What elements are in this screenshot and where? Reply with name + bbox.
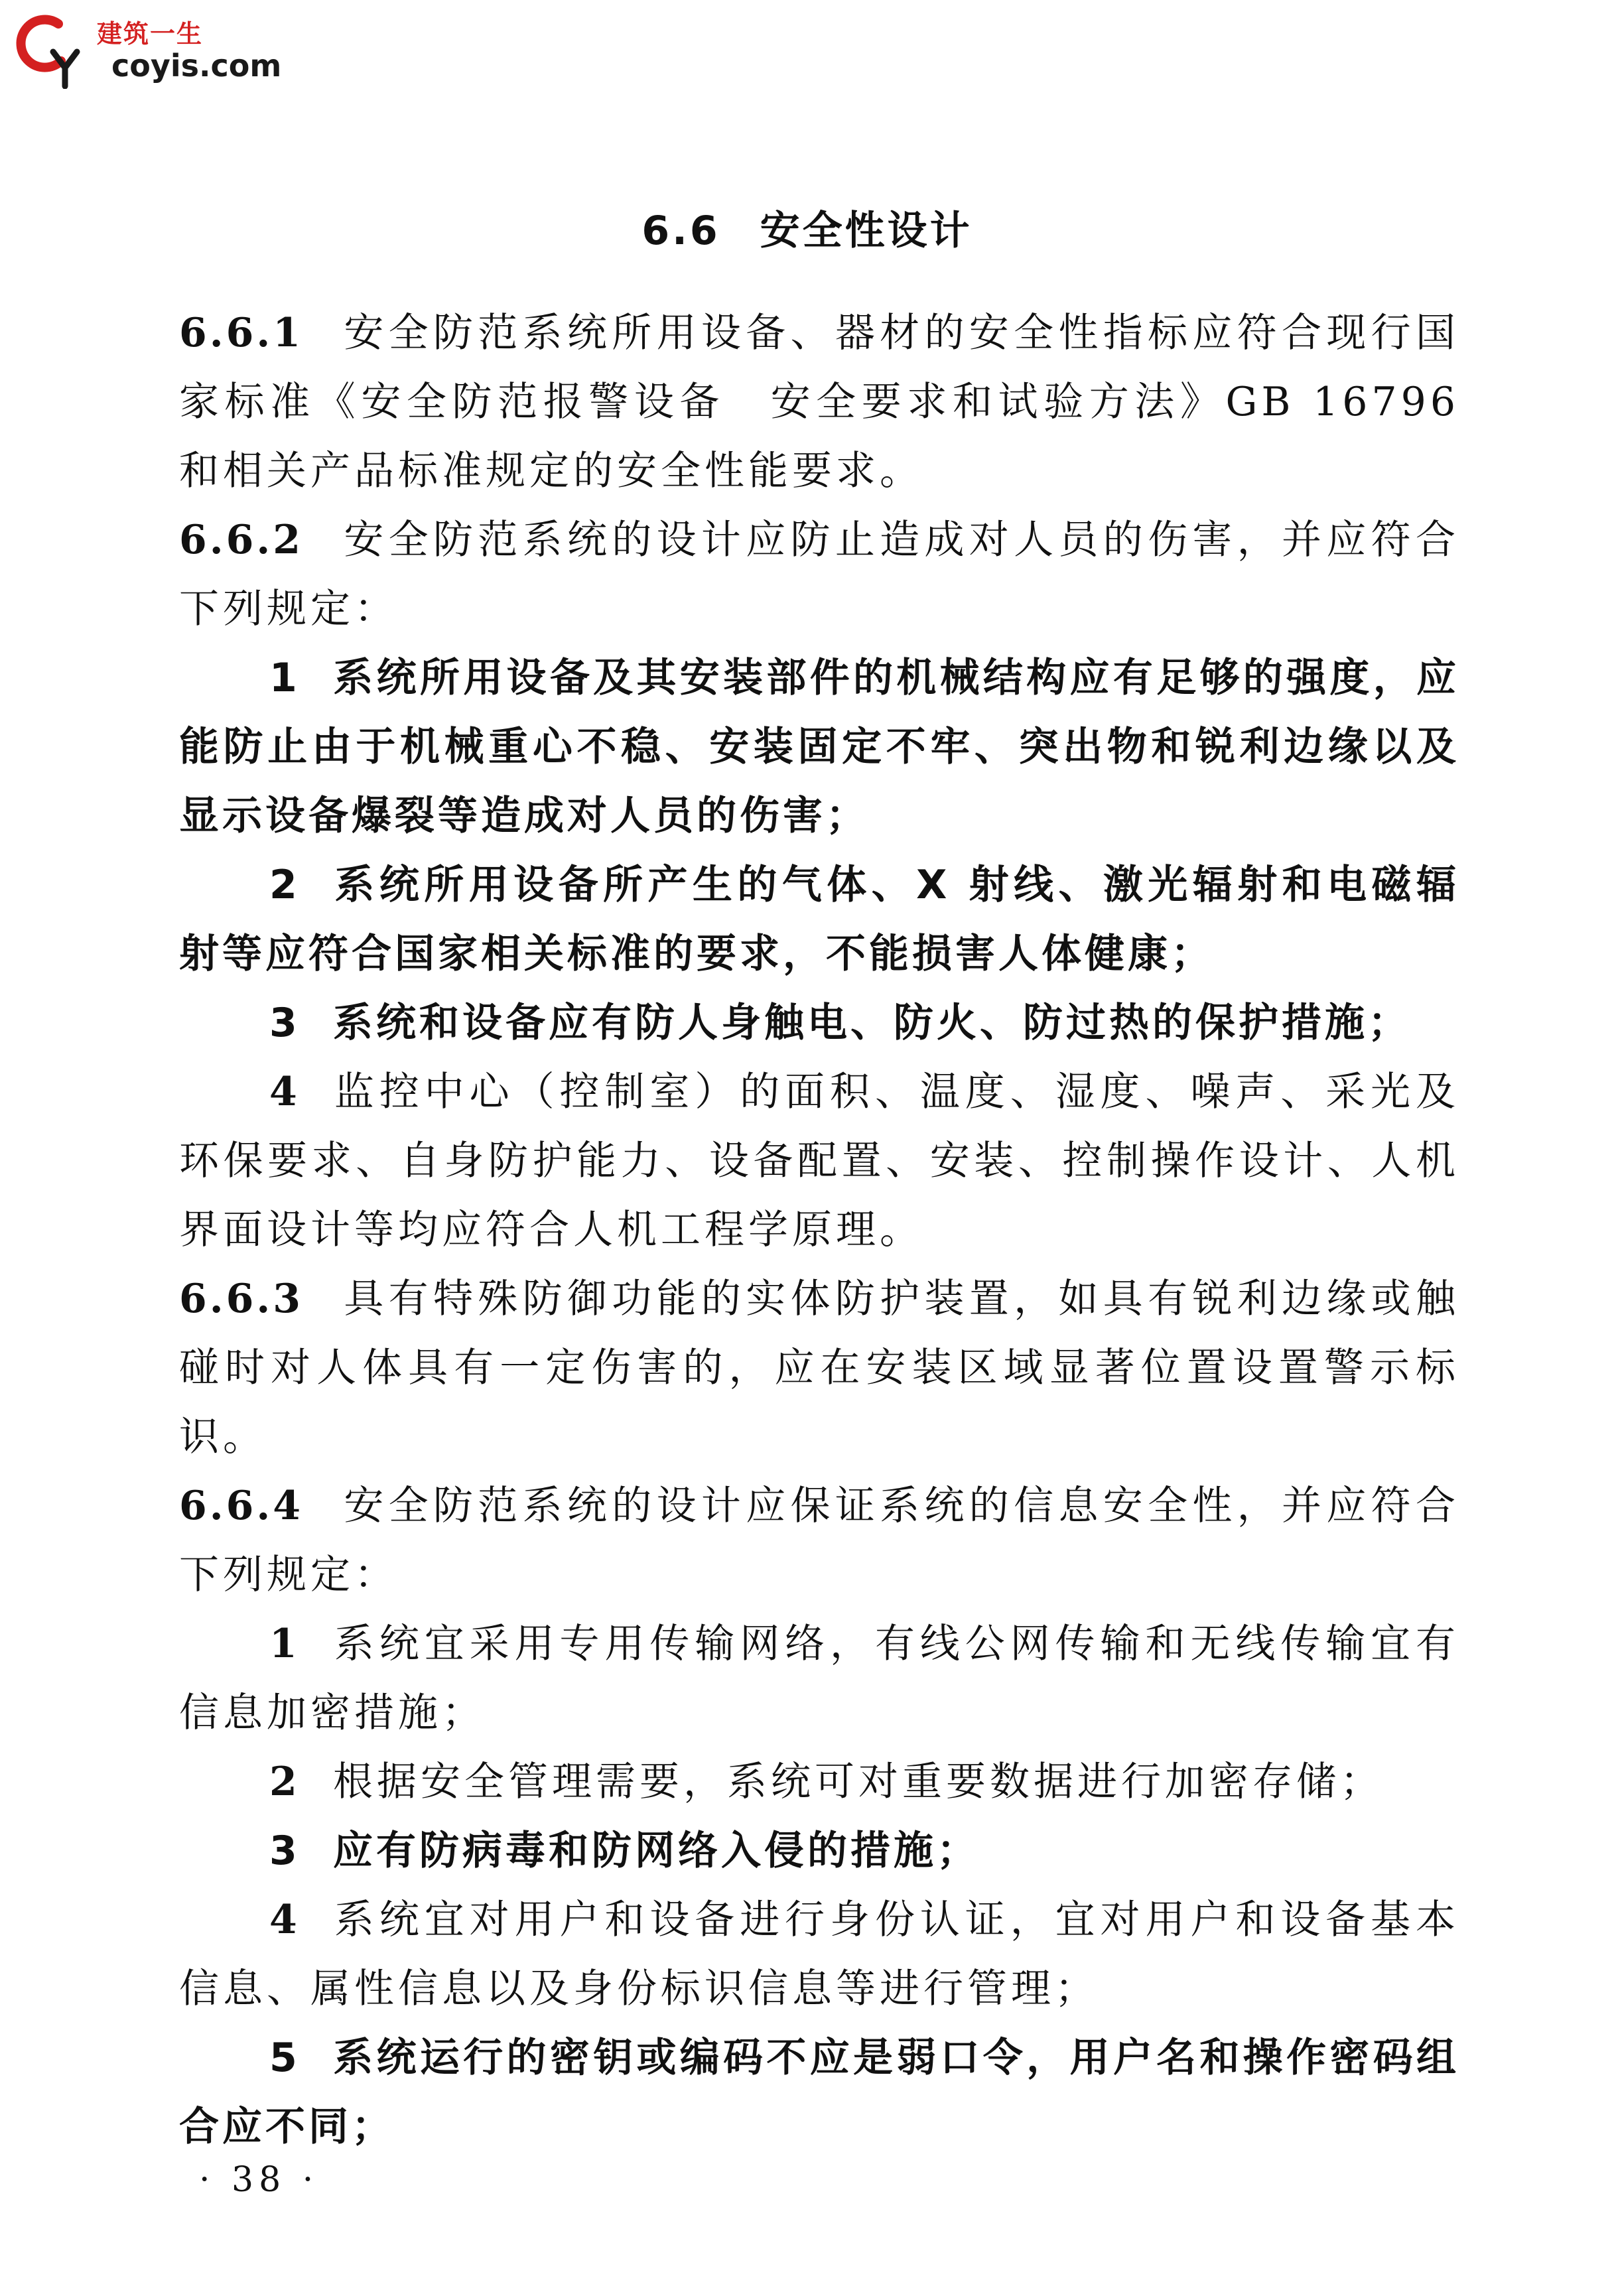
clause-text: 安全防范系统的设计应防止造成对人员的伤害，并应符合下列规定： (179, 517, 1459, 632)
clause-number: 6.6.1 (179, 310, 304, 356)
section-number: 6.6 (641, 208, 720, 254)
clause-6-6-1 (179, 299, 1459, 506)
item-text: 应有防病毒和防网络入侵的措施； (333, 1828, 980, 1874)
item-number: 1 (269, 1621, 301, 1667)
item-text: 根据安全管理需要，系统可对重要数据进行加密存储； (333, 1759, 1384, 1805)
clause-item (179, 850, 1459, 988)
item-text: 监控中心（控制室）的面积、温度、湿度、噪声、采光及环保要求、自身防护能力、设备配置、安装、控制操作设计、人机界面设计等均应符合人机工程学原理。 (179, 1069, 1459, 1253)
clause-item (179, 1885, 1459, 2023)
clause-text: 安全防范系统的设计应保证系统的信息安全性，并应符合下列规定： (179, 1483, 1459, 1598)
item-text: 系统所用设备所产生的气体、X 射线、激光辐射和电磁辐射等应符合国家相关标准的要求，不能损害人体健康； (179, 862, 1459, 977)
item-number: 5 (269, 2035, 301, 2081)
logo-text-cn: 建筑一生 (97, 19, 204, 48)
clause-item (179, 988, 1459, 1057)
item-text: 系统运行的密钥或编码不应是弱口令，用户名和操作密码组合应不同； (179, 2035, 1459, 2150)
section-title (0, 199, 1614, 256)
item-number: 3 (269, 1000, 301, 1046)
clause-number: 6.6.4 (179, 1483, 304, 1529)
clause-item (179, 1747, 1459, 1816)
item-number: 4 (269, 1897, 301, 1943)
clause-item (179, 1609, 1459, 1747)
item-text: 系统宜采用专用传输网络，有线公网传输和无线传输宜有信息加密措施； (179, 1621, 1459, 1736)
item-text: 系统所用设备及其安装部件的机械结构应有足够的强度，应能防止由于机械重心不稳、安装固定不牢、突出物和锐利边缘以及显示设备爆裂等造成对人员的伤害； (179, 655, 1459, 839)
item-number: 4 (269, 1069, 301, 1115)
clause-text: 具有特殊防御功能的实体防护装置，如具有锐利边缘或触碰时对人体具有一定伤害的，应在安装区域显著位置设置警示标识。 (179, 1276, 1459, 1460)
page-number: · 38 · (199, 2160, 319, 2200)
clause-number: 6.6.2 (179, 517, 304, 563)
clause-6-6-4 (179, 1471, 1459, 1609)
document-body (179, 299, 1459, 2161)
clause-item (179, 1057, 1459, 1264)
clause-item (179, 643, 1459, 850)
item-text: 系统宜对用户和设备进行身份认证，宜对用户和设备基本信息、属性信息以及身份标识信息等进行管理； (179, 1897, 1459, 2012)
clause-text: 安全防范系统所用设备、器材的安全性指标应符合现行国家标准《安全防范报警设备 安全要求和试验方法》GB 16796 和相关产品标准规定的安全性能要求。 (179, 310, 1459, 494)
item-number: 3 (269, 1828, 301, 1874)
cy-logo-icon (12, 9, 85, 89)
item-number: 1 (269, 655, 301, 701)
section-title-text: 安全性设计 (760, 208, 973, 254)
clause-number: 6.6.3 (179, 1276, 304, 1322)
item-number: 2 (269, 1759, 301, 1805)
clause-6-6-3 (179, 1264, 1459, 1471)
clause-item (179, 1816, 1459, 1885)
clause-item (179, 2023, 1459, 2161)
logo-text-en: coyis.com (111, 48, 282, 84)
clause-6-6-2 (179, 506, 1459, 643)
site-logo (12, 9, 304, 89)
item-text: 系统和设备应有防人身触电、防火、防过热的保护措施； (333, 1000, 1411, 1046)
item-number: 2 (269, 862, 301, 908)
